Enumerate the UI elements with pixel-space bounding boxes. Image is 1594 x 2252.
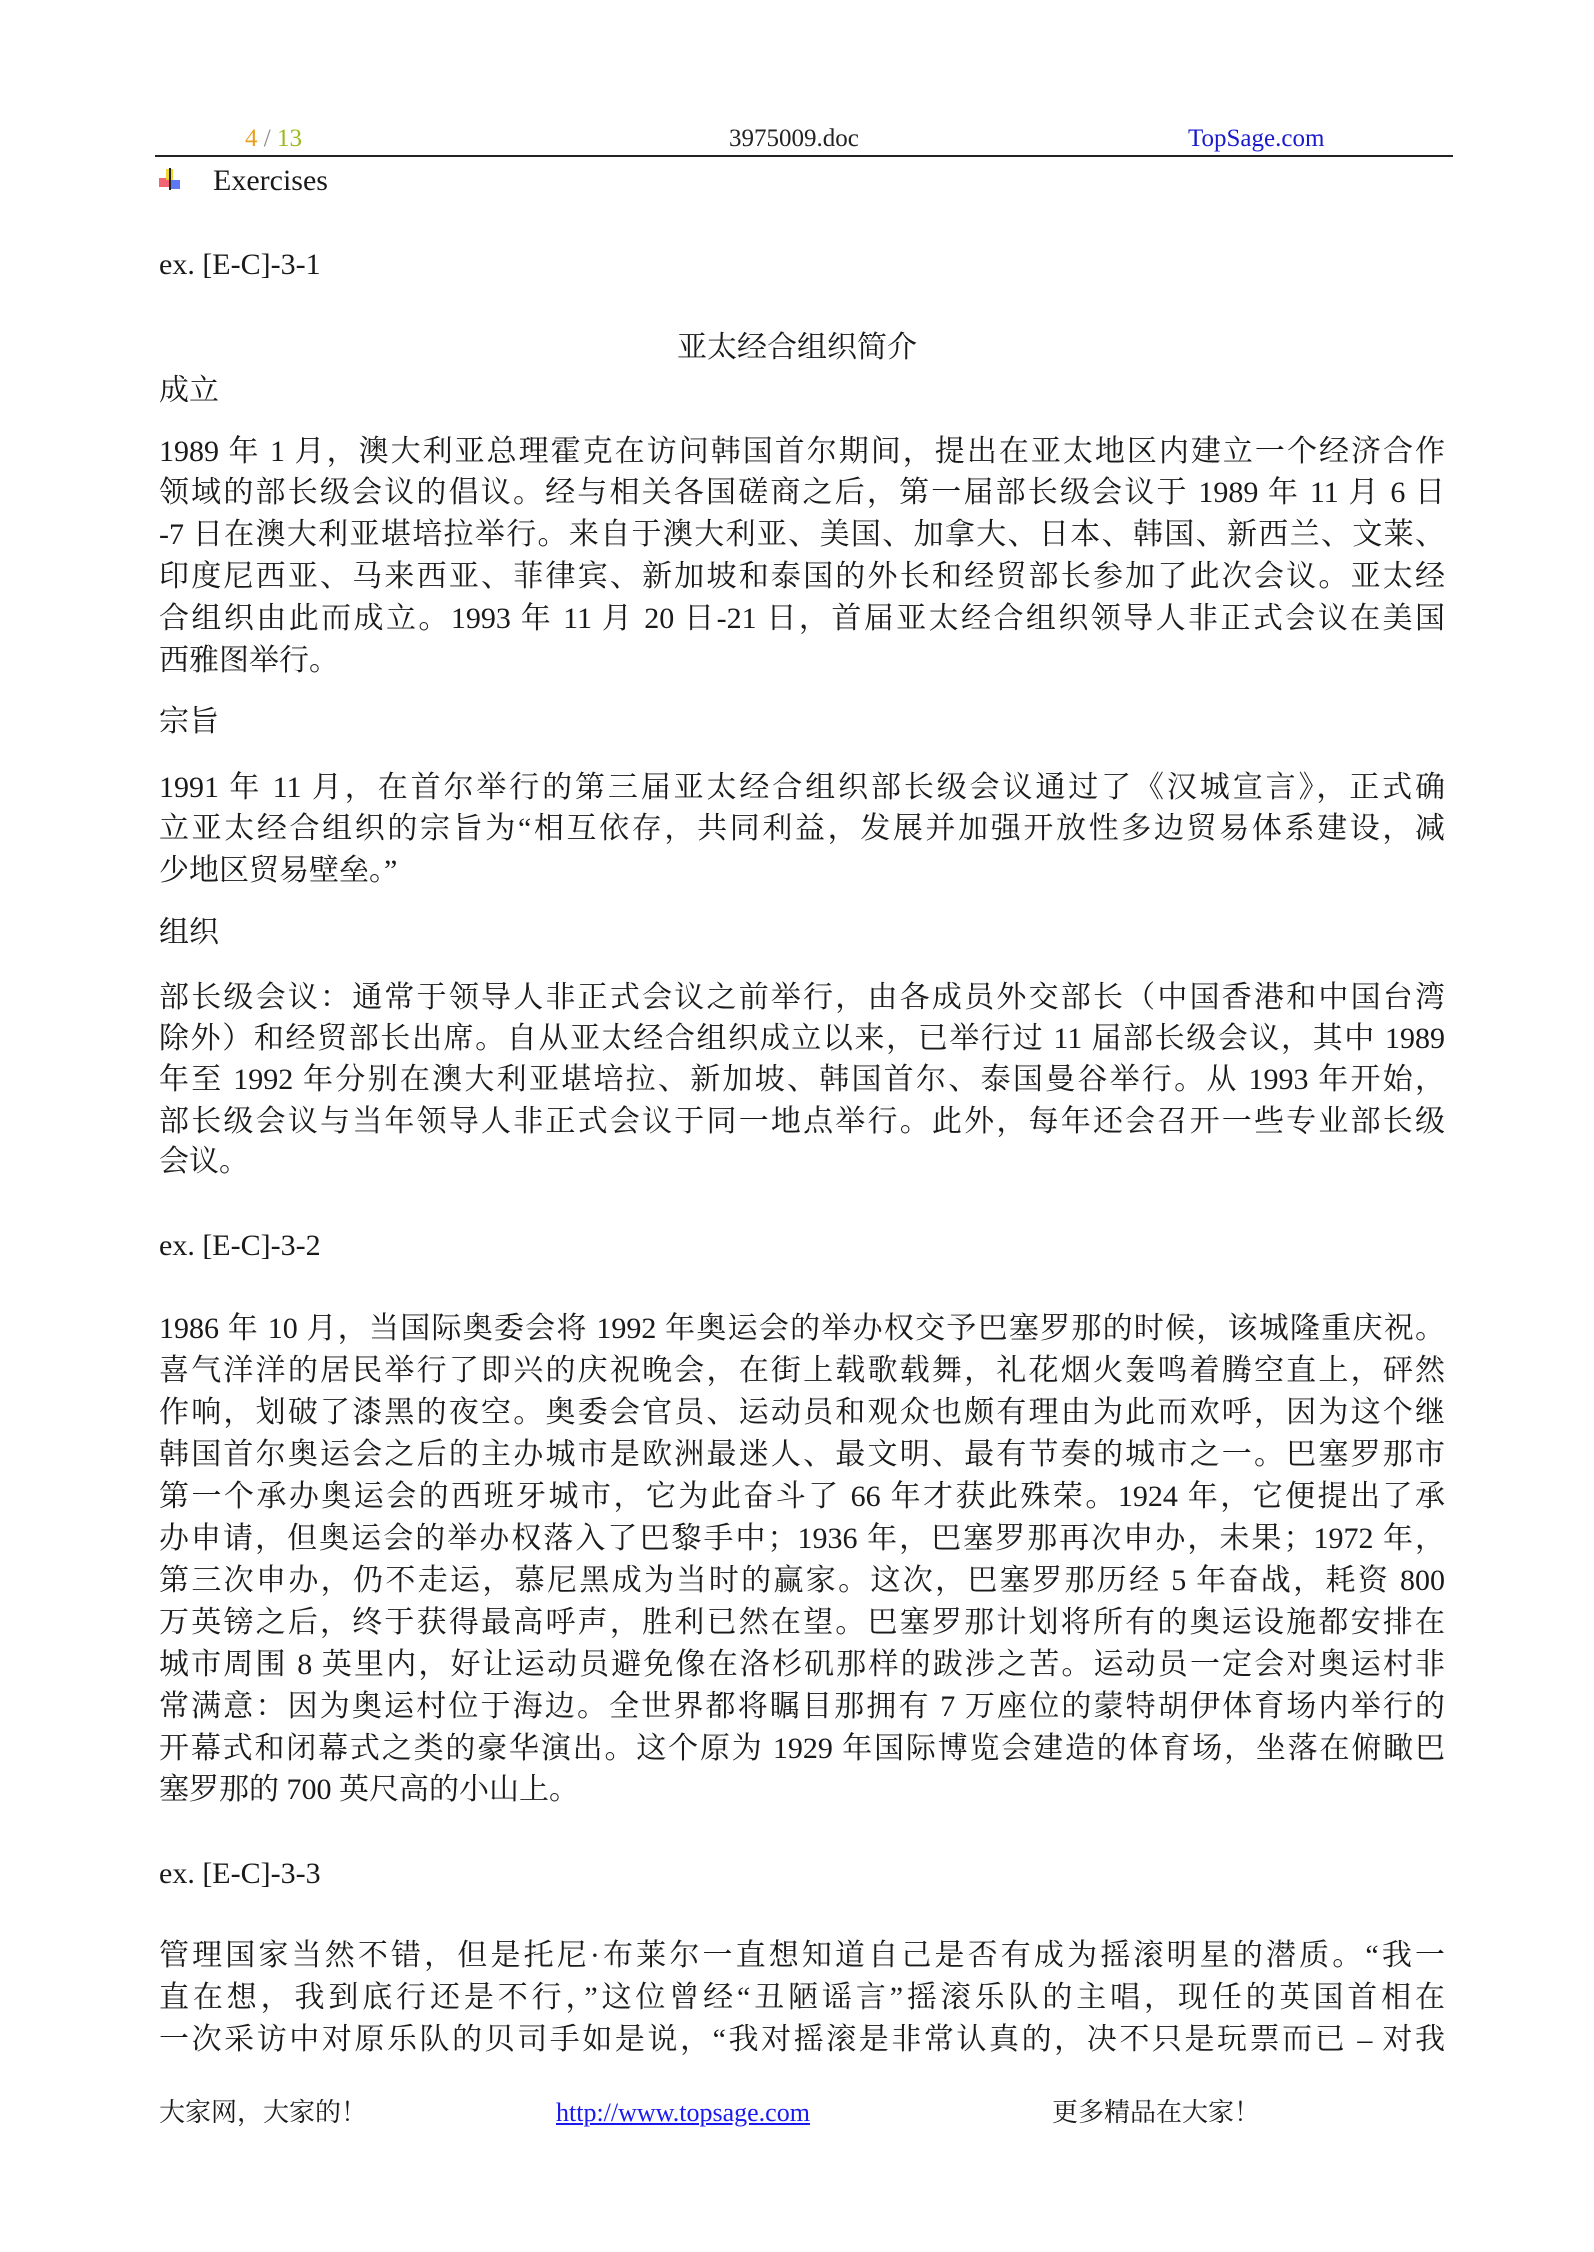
paragraph-line: 除外）和经贸部长出席。自从亚太经合组织成立以来，已举行过 11 届部长级会议，其中 1989 [159, 1022, 1445, 1055]
footer-link[interactable]: http://www.topsage.com [556, 2098, 810, 2127]
paragraph-line: 西雅图举行。 [159, 644, 339, 677]
paragraph-line: 万英镑之后，终于获得最高呼声，胜利已然在望。巴塞罗那计划将所有的奥运设施都安排在 [159, 1606, 1445, 1639]
header-divider [155, 155, 1453, 157]
paragraph-line: 领域的部长级会议的倡议。经与相关各国磋商之后，第一届部长级会议于 1989 年 11 月 6 日 [159, 476, 1445, 509]
section-heading: 成立 [159, 374, 219, 407]
article-title: 亚太经合组织简介 [677, 331, 917, 364]
exercise-label: ex. [E-C]-3-2 [159, 1229, 321, 1262]
paragraph-line: 1986 年 10 月，当国际奥委会将 1992 年奥运会的举办权交予巴塞罗那的时候，该城隆重庆祝。 [159, 1312, 1445, 1345]
page-total: 13 [276, 125, 302, 152]
site-link[interactable]: TopSage.com [1188, 125, 1325, 152]
exercise-label: ex. [E-C]-3-3 [159, 1857, 321, 1890]
paragraph-line: 第一个承办奥运会的西班牙城市，它为此奋斗了 66 年才获此殊荣。1924 年，它便提出了承 [159, 1480, 1445, 1513]
section-heading: 宗旨 [159, 705, 219, 738]
paragraph-line: 部长级会议：通常于领导人非正式会议之前举行，由各成员外交部长（中国香港和中国台湾 [159, 981, 1445, 1014]
paragraph-line: 1991 年 11 月，在首尔举行的第三届亚太经合组织部长级会议通过了《汉城宣言》，正式确 [159, 771, 1445, 804]
paragraph-line: 塞罗那的 700 英尺高的小山上。 [159, 1773, 579, 1806]
paragraph-line: -7 日在澳大利亚堪培拉举行。来自于澳大利亚、美国、加拿大、日本、韩国、新西兰、文莱、 [159, 518, 1445, 551]
paragraph-line: 韩国首尔奥运会之后的主办城市是欧洲最迷人、最文明、最有节奏的城市之一。巴塞罗那市 [159, 1438, 1445, 1471]
exercises-heading: Exercises [213, 164, 328, 197]
paragraph-line: 喜气洋洋的居民举行了即兴的庆祝晚会，在街上载歌载舞，礼花烟火轰鸣着腾空直上，砰然 [159, 1354, 1445, 1387]
paragraph-line: 1989 年 1 月，澳大利亚总理霍克在访问韩国首尔期间，提出在亚太地区内建立一个经济合作 [159, 435, 1445, 468]
paragraph-line: 少地区贸易壁垒。” [159, 854, 398, 887]
document-name: 3975009.doc [729, 125, 859, 152]
paragraph-line: 管理国家当然不错，但是托尼·布莱尔一直想知道自己是否有成为摇滚明星的潜质。“我一 [159, 1939, 1445, 1972]
exercise-label: ex. [E-C]-3-1 [159, 248, 321, 281]
paragraph-line: 印度尼西亚、马来西亚、菲律宾、新加坡和泰国的外长和经贸部长参加了此次会议。亚太经 [159, 560, 1445, 593]
paragraph-line: 第三次申办，仍不走运，慕尼黑成为当时的赢家。这次，巴塞罗那历经 5 年奋战，耗资 800 [159, 1564, 1445, 1597]
page-separator: / [263, 125, 271, 152]
page-current: 4 [245, 125, 258, 152]
footer-left-text: 大家网，大家的！ [159, 2098, 368, 2127]
colored-bullet-icon [157, 166, 183, 192]
page-indicator [245, 124, 302, 154]
paragraph-line: 合组织由此而成立。1993 年 11 月 20 日-21 日，首届亚太经合组织领导人非正式会议在美国 [159, 602, 1445, 635]
paragraph-line: 会议。 [159, 1145, 249, 1178]
paragraph-line: 作响，划破了漆黑的夜空。奥委会官员、运动员和观众也颇有理由为此而欢呼，因为这个继 [159, 1396, 1445, 1429]
paragraph-line: 立亚太经合组织的宗旨为“相互依存，共同利益，发展并加强开放性多边贸易体系建设，减 [159, 812, 1445, 845]
paragraph-line: 直在想，我到底行还是不行，”这位曾经“丑陋谣言”摇滚乐队的主唱，现任的英国首相在 [159, 1981, 1445, 2014]
paragraph-line: 一次采访中对原乐队的贝司手如是说，“我对摇滚是非常认真的，决不只是玩票而已 – 对我 [159, 2023, 1445, 2056]
paragraph-line: 部长级会议与当年领导人非正式会议于同一地点举行。此外，每年还会召开一些专业部长级 [159, 1105, 1445, 1138]
paragraph-line: 办申请，但奥运会的举办权落入了巴黎手中；1936 年，巴塞罗那再次申办，未果；1972 年， [159, 1522, 1445, 1555]
paragraph-line: 开幕式和闭幕式之类的豪华演出。这个原为 1929 年国际博览会建造的体育场，坐落在俯瞰巴 [159, 1732, 1445, 1765]
footer-right-text: 更多精品在大家！ [1052, 2098, 1261, 2127]
paragraph-line: 城市周围 8 英里内，好让运动员避免像在洛杉矶那样的跋涉之苦。运动员一定会对奥运村非 [159, 1648, 1445, 1681]
section-heading: 组织 [159, 916, 219, 949]
paragraph-line: 年至 1992 年分别在澳大利亚堪培拉、新加坡、韩国首尔、泰国曼谷举行。从 1993 年开始， [159, 1063, 1445, 1096]
paragraph-line: 常满意：因为奥运村位于海边。全世界都将瞩目那拥有 7 万座位的蒙特胡伊体育场内举行的 [159, 1690, 1445, 1723]
